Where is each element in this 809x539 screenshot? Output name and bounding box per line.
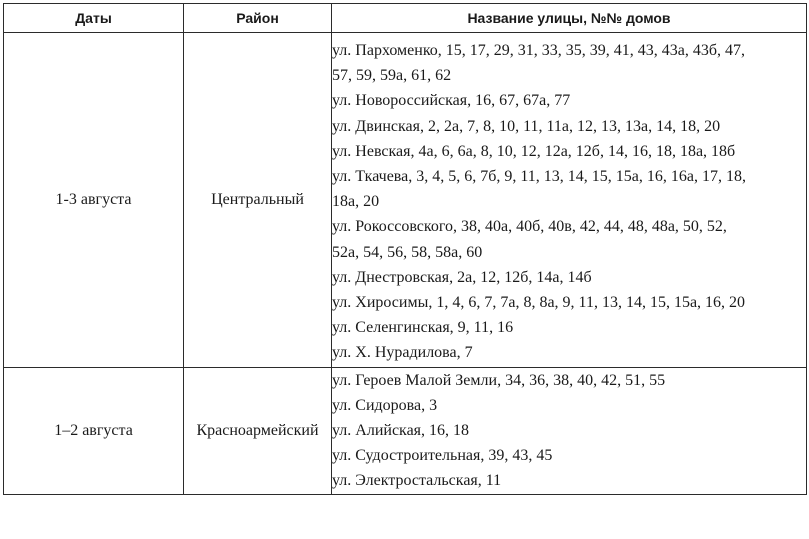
street-line: ул. Новороссийская, 16, 67, 67а, 77	[332, 92, 571, 110]
schedule-table	[3, 3, 807, 495]
dates-cell: 1–2 августа	[4, 367, 184, 494]
header-district: Район	[184, 4, 332, 33]
header-row	[4, 4, 807, 33]
street-line: ул. Двинская, 2, 2а, 7, 8, 10, 11, 11а, 12, 13, 13а, 14, 18, 20	[332, 117, 721, 135]
street-line: ул. Судостроительная, 39, 43, 45	[332, 447, 553, 465]
street-line: ул. Рокоссовского, 38, 40а, 40б, 40в, 42, 44, 48, 48а, 50, 52,	[332, 218, 727, 236]
street-line: ул. Невская, 4а, 6, 6а, 8, 10, 12, 12а, 12б, 14, 16, 18, 18а, 18б	[332, 142, 736, 160]
street-line: ул. Героев Малой Земли, 34, 36, 38, 40, 42, 51, 55	[332, 371, 666, 389]
table-row	[4, 367, 807, 494]
table-row	[4, 33, 807, 368]
street-line: 52а, 54, 56, 58, 58а, 60	[332, 243, 483, 261]
street-line: ул. Сидорова, 3	[332, 396, 438, 414]
street-line: 18а, 20	[332, 193, 380, 211]
streets-cell	[332, 367, 807, 494]
district-cell: Центральный	[184, 33, 332, 368]
street-line: ул. Ткачева, 3, 4, 5, 6, 7б, 9, 11, 13, 14, 15, 15а, 16, 16а, 17, 18,	[332, 168, 746, 186]
street-line: 57, 59, 59а, 61, 62	[332, 67, 452, 85]
street-line: ул. Хиросимы, 1, 4, 6, 7, 7а, 8, 8а, 9, 11, 13, 14, 15, 15а, 16, 20	[332, 294, 746, 312]
street-line: ул. Селенгинская, 9, 11, 16	[332, 319, 514, 337]
dates-cell: 1-3 августа	[4, 33, 184, 368]
street-line: ул. Алийская, 16, 18	[332, 422, 470, 440]
street-line: ул. Электростальская, 11	[332, 472, 502, 490]
street-line: ул. Пархоменко, 15, 17, 29, 31, 33, 35, 39, 41, 43, 43а, 43б, 47,	[332, 42, 746, 59]
header-dates: Даты	[4, 4, 184, 33]
district-cell: Красноармейский	[184, 367, 332, 494]
street-line: ул. Х. Нурадилова, 7	[332, 344, 473, 362]
street-line: ул. Днестровская, 2а, 12, 12б, 14а, 14б	[332, 268, 592, 286]
header-streets: Название улицы, №№ домов	[332, 4, 807, 33]
streets-cell	[332, 33, 807, 368]
